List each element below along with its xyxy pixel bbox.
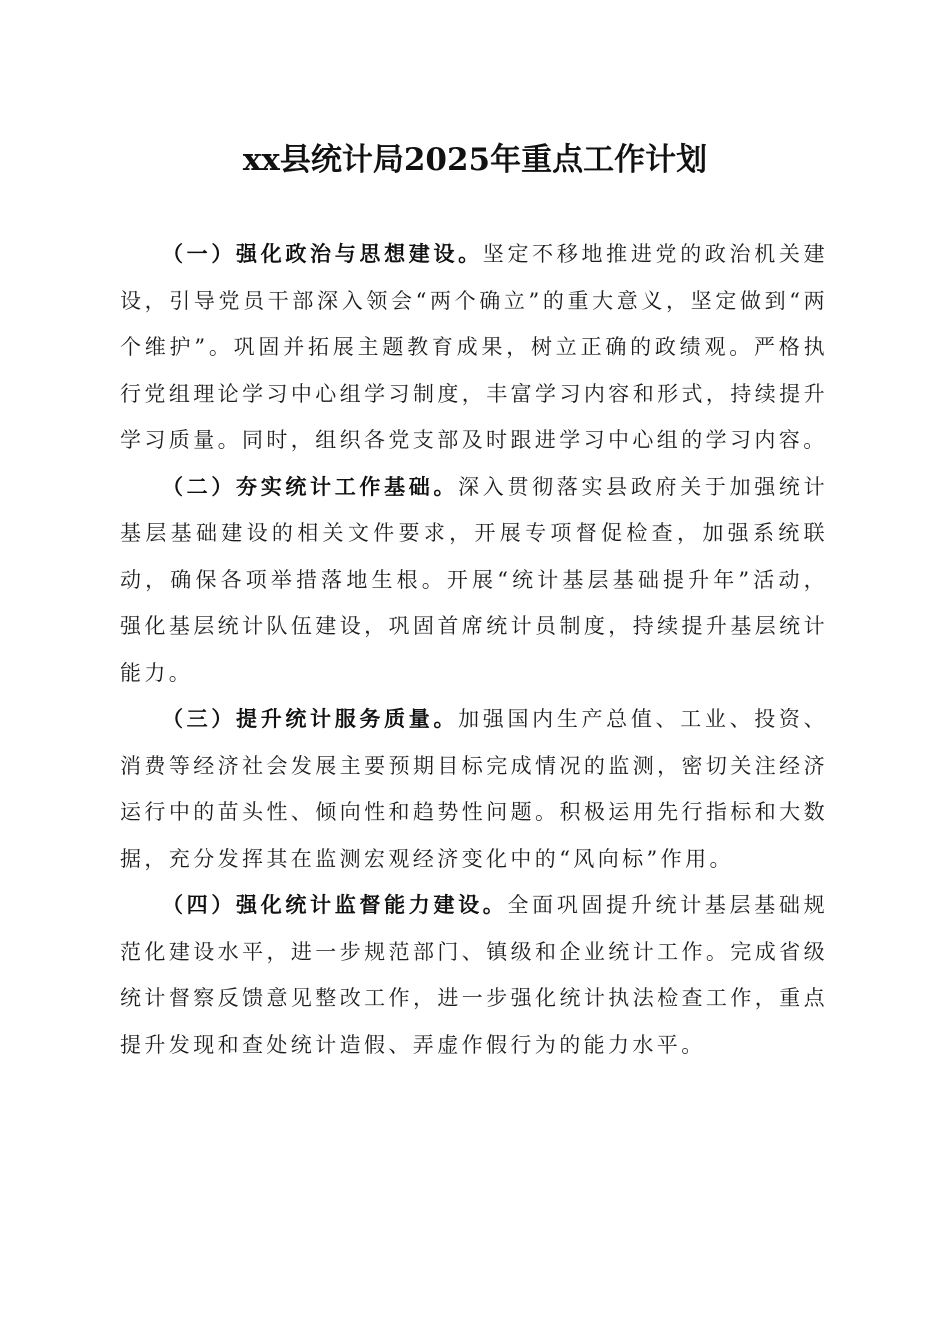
paragraph-3 (120, 696, 828, 882)
paragraph-3-heading: （三）提升统计服务质量。 (162, 706, 459, 731)
document-title: xx县统计局2025年重点工作计划 (242, 142, 708, 178)
paragraph-2-text: 深入贯彻落实县政府关于加强统计基层基础建设的相关文件要求，开展专项督促检查，加强系统联动，确保各项举措落地生根。开展“统计基层基础提升年”活动，强化基层统计队伍建设，巩固首席统计员制度，持续提升基层统计能力。 (120, 474, 828, 685)
paragraph-1 (120, 231, 828, 464)
paragraph-4-text: 全面巩固提升统计基层基础规范化建设水平，进一步规范部门、镇级和企业统计工作。完成省级统计督察反馈意见整改工作，进一步强化统计执法检查工作，重点提升发现和查处统计造假、弄虚作假行为的能力水平。 (120, 893, 828, 1057)
paragraph-2-heading: （二）夯实统计工作基础。 (162, 473, 459, 499)
paragraph-2 (120, 464, 828, 697)
paragraph-4 (120, 882, 828, 1068)
paragraph-4-heading: （四）强化统计监督能力建设。 (162, 892, 508, 917)
paragraph-3-text: 加强国内生产总值、工业、投资、消费等经济社会发展主要预期目标完成情况的监测，密切关注经济运行中的苗头性、倾向性和趋势性问题。积极运用先行指标和大数据，充分发挥其在监测宏观经济变化中的“风向标”作用。 (120, 707, 828, 871)
paragraph-1-heading: （一）强化政治与思想建设。 (162, 241, 483, 266)
paragraph-1-text: 坚定不移地推进党的政治机关建设，引导党员干部深入领会“两个确立”的重大意义，坚定做到“两个维护”。巩固并拓展主题教育成果，树立正确的政绩观。严格执行党组理论学习中心组学习制度，丰富学习内容和形式，持续提升学习质量。同时，组织各党支部及时跟进学习中心组的学习内容。 (120, 242, 828, 452)
document-body (120, 231, 828, 1068)
